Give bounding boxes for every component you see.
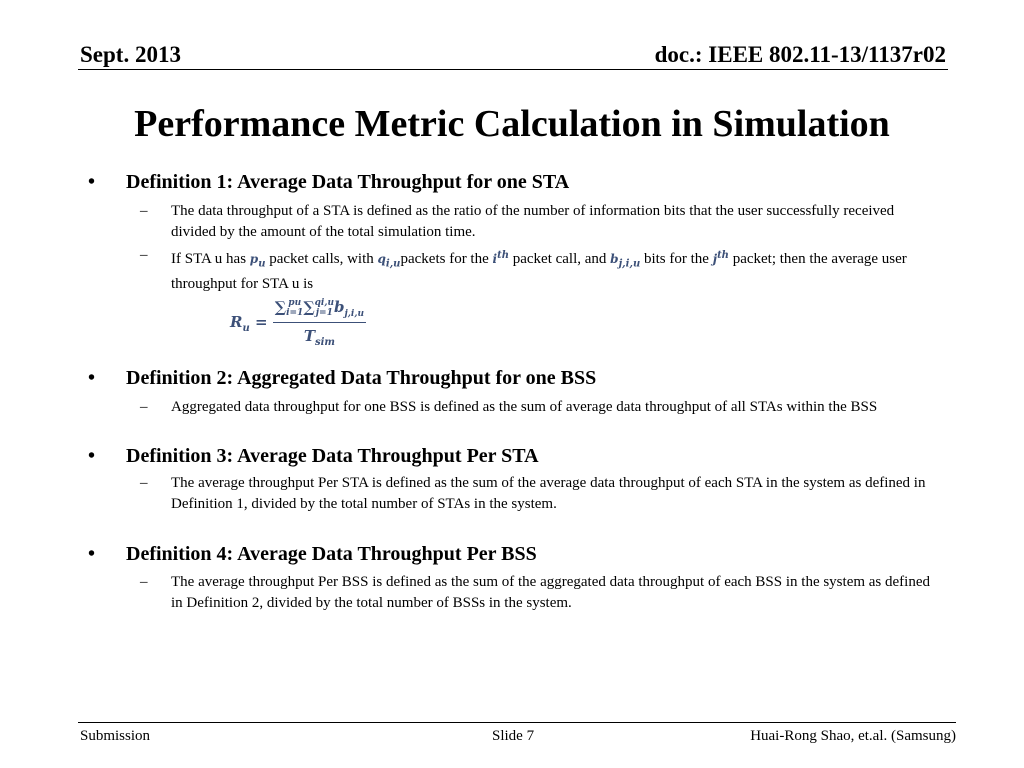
math-pu: $p_u$ <box>249 252 266 270</box>
sub-def3: – The average throughput Per STA is defined as the sum of the average data throughput of each STA in the system as defined in Definition 1, divided by the total number of STAs in the system. <box>140 475 926 512</box>
slide-title: Performance Metric Calculation in Simulation <box>134 103 890 145</box>
math-ith: $i^{th}$ <box>492 250 509 266</box>
math-jth: $j^{th}$ <box>712 250 729 266</box>
sub-def1-a: – The data throughput of a STA is defined as the ratio of the number of information bits that the user successfully received divided by the amount of the total simulation time. <box>140 203 895 240</box>
footer-divider <box>78 722 956 723</box>
header-divider <box>78 69 948 70</box>
header-date: Sept. 2013 <box>80 42 181 67</box>
header-doc-id: doc.: IEEE 802.11-13/1137r02 <box>654 42 946 67</box>
throughput-equation: $R_u$ = ∑ pu i=1 ∑ qi,u j=1 $b_{j,i,u}$ $T_{sim}$ <box>230 298 365 348</box>
math-b: $b_{j,i,u}$ <box>610 252 641 270</box>
sub-def2: – Aggregated data throughput for one BSS is defined as the sum of average data throughput of all STAs within the BSS <box>140 399 878 415</box>
footer-slide-number: Slide 7 <box>492 728 535 744</box>
math-q: $q_{i,u}$ <box>377 252 401 270</box>
sub-def1-b: – If STA u has $p_u$ packet calls, with $q_{i,u}packets$ for the $i^{th}$ packet call, and $b_{j,i,u}$ bits for the $j^{th}$ packet; then the average user throughput for STA u is <box>140 247 907 293</box>
sub-def4: – The average throughput Per BSS is defined as the sum of the aggregated data throughput of each BSS in the system as defined in Definition 2, divided by the total number of BSSs in the system. <box>140 574 930 611</box>
footer-submission: Submission <box>80 728 151 744</box>
footer-author: Huai-Rong Shao, et.al. (Samsung) <box>750 728 956 744</box>
